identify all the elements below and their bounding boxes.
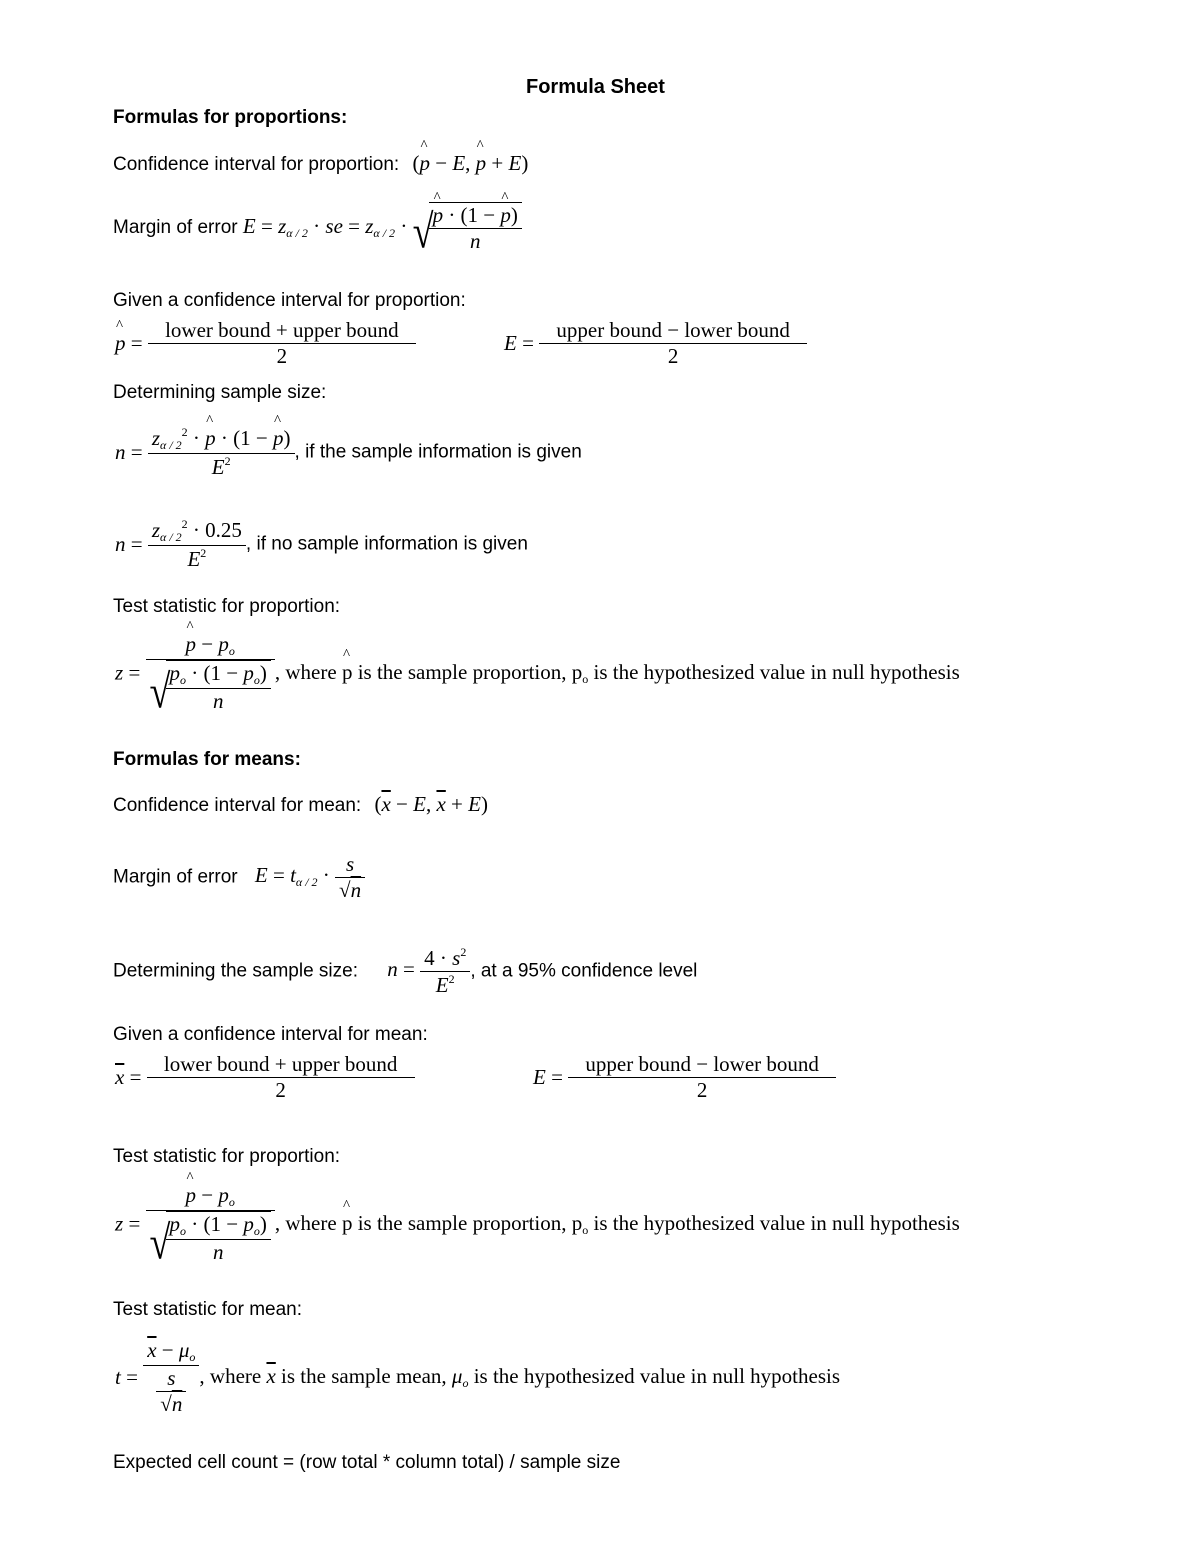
moe-mean-row: [113, 852, 365, 903]
moe-proportion-row: [113, 202, 522, 259]
test-stat-proportion-label: Test statistic for proportion:: [113, 596, 341, 617]
moe-proportion-label: Margin of error: [113, 217, 238, 238]
ci-mean-formula: ($\overline{x} - E$, $\overline{x} + E$): [374, 792, 488, 816]
test-stat-proportion-formula: z = ^ $p - p_o$ √ $\frac{p_o \cdot (1 - p_o)}{n}$ , where ^ p is the sample proportion, $p_o$ is the hypothesized value in null hypothesis: [115, 632, 960, 714]
ci-proportion-row: [113, 151, 528, 176]
given-ci-mean-label: Given a confidence interval for mean:: [113, 1024, 428, 1045]
sample-size-proportion-label: Determining sample size:: [113, 382, 327, 403]
test-stat-mean-formula: t = $\frac{\overline{x} - \mu_o}{\frac{s}{√n}}$ , where $\overline{x}$ is the sample mean, $\mu_o$ is the hypothesized value in null hypothesis: [115, 1338, 840, 1416]
page-title: Formula Sheet: [526, 76, 665, 98]
ci-proportion-formula: (^ p − E, ^ p + E): [413, 151, 529, 175]
phat-from-bounds: ^ p = $\frac{\text{lower bound + upper bound}}{2}$: [115, 318, 416, 369]
sample-size-mean-formula: n = $\frac{4 \cdot s^2}{E^2}$: [387, 957, 470, 981]
expected-cell-count: Expected cell count = (row total * column total) / sample size: [113, 1452, 621, 1473]
test-stat-proportion-label-2: Test statistic for proportion:: [113, 1146, 341, 1167]
sample-size-nogiven-formula: n = $\frac{z_{\alpha / 2}^2 \cdot 0.25}{E^2}$ , if no sample information is given: [115, 517, 528, 571]
sample-size-mean-row: Determining the sample size: n = $\frac{4 \cdot s^2}{E^2}$ , at a 95% confidence level: [113, 945, 698, 997]
given-ci-proportion-label: Given a confidence interval for proportion:: [113, 290, 466, 311]
sample-size-mean-label: Determining the sample size:: [113, 960, 358, 982]
xbar-from-bounds: $\overline{x}$ = $\frac{\text{lower bound + upper bound}}{2}$: [115, 1052, 415, 1103]
ci-mean-row: [113, 792, 488, 817]
section-heading-means: Formulas for means:: [113, 749, 301, 770]
e-from-bounds-proportion: E = $\frac{\text{upper bound − lower bound}}{2}$: [504, 318, 807, 369]
moe-mean-formula: $E = t_{\alpha / 2}$ · $\frac{s}{√n}$: [255, 863, 365, 887]
moe-proportion-formula: $E = z_{\alpha / 2}$ · se = $z_{\alpha / 2}$ · √ ^ $\frac{p \cdot (1 - \^{} p)}{n}$: [243, 214, 522, 238]
ci-mean-label: Confidence interval for mean:: [113, 795, 362, 816]
test-stat-mean-label: Test statistic for mean:: [113, 1299, 303, 1320]
test-stat-proportion-formula-2: z = ^ $p - p_o$ √ $\frac{p_o \cdot (1 - p_o)}{n}$ , where ^ p is the sample proportion, $p_o$ is the hypothesized value in null hypothesis: [115, 1183, 960, 1265]
e-from-bounds-mean: E = $\frac{\text{upper bound − lower bound}}{2}$: [533, 1052, 836, 1103]
section-heading-proportions: Formulas for proportions:: [113, 107, 348, 128]
moe-mean-label: Margin of error: [113, 866, 238, 888]
ci-proportion-label: Confidence interval for proportion:: [113, 154, 400, 175]
sample-size-given-formula: n = $\frac{z_{\alpha / 2}^2 \cdot \^{} p \cdot (1 - \^{} p)}{E^2}$ , if the sample information is given: [115, 425, 582, 480]
